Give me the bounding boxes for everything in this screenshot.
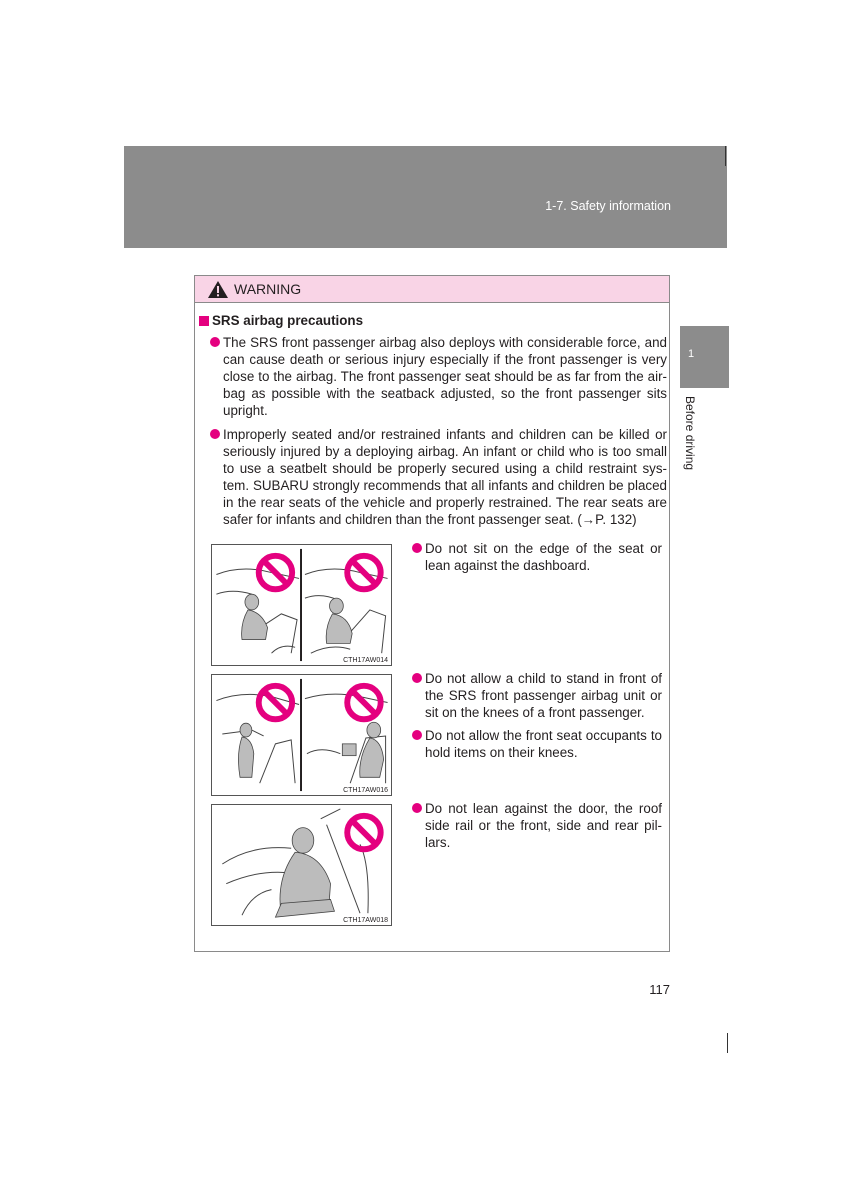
paragraph: [223, 426, 667, 528]
bullet-dot-icon: [412, 730, 422, 740]
crop-mark: [725, 146, 726, 166]
bullet-dot-icon: [210, 429, 220, 439]
prohibited-icon: [259, 686, 292, 719]
header-bar: [124, 146, 727, 248]
prohibited-icon: [347, 816, 380, 849]
page-number: 117: [649, 982, 670, 997]
seat-edge-illustration: [212, 545, 391, 665]
chapter-number: 1: [688, 348, 695, 360]
warning-box: [194, 275, 670, 952]
lean-door-illustration: [212, 805, 391, 925]
child-standing-illustration: [212, 675, 391, 795]
subheading: [199, 313, 363, 328]
chapter-label: Before driving: [683, 396, 697, 471]
warning-header: [195, 276, 669, 303]
bullet-dot-icon: [412, 673, 422, 683]
illustration-child-standing: [211, 674, 392, 796]
illustration-code: CTH17AW018: [343, 917, 388, 924]
illustration-note: [425, 670, 662, 721]
square-bullet-icon: [199, 316, 209, 326]
illustration-seat-edge: [211, 544, 392, 666]
illustration-note-text: Do not sit on the edge of the seat or lean against the dashboard.: [425, 541, 662, 573]
prohibited-icon: [259, 556, 292, 589]
warning-triangle-icon: [207, 280, 229, 299]
paragraph-text: The SRS front passenger airbag also deploys with considerable force, and can cause death or serious injury especially if the front passenger is very close to the airbag. The front passenger seat should be as far from the air-bag as possible with the seatback adjusted, so the front passenger sits upright.: [223, 335, 667, 418]
illustration-note-text: Do not lean against the door, the roof side rail or the front, side and rear pil-lars.: [425, 801, 662, 850]
illustration-note: [425, 800, 662, 851]
chapter-tab: [680, 326, 729, 388]
prohibited-icon: [347, 556, 380, 589]
illustration-note: [425, 540, 662, 574]
paragraph-text: Improperly seated and/or restrained infants and children can be killed or seriously injured by a deploying airbag. An infant or child who is too small to use a seatbelt should be properly secured using a child restraint sys-tem. SUBARU strongly recommends that all infants and children be placed in the rear seats of the vehicle and properly restrained. The rear seats are safer for infants and children than the front passenger seat. (→P. 132): [223, 427, 667, 527]
illustration-note: [425, 727, 662, 761]
bullet-dot-icon: [412, 803, 422, 813]
prohibited-icon: [347, 686, 380, 719]
section-title: 1-7. Safety information: [545, 199, 671, 213]
illustration-code: CTH17AW016: [343, 787, 388, 794]
bullet-dot-icon: [210, 337, 220, 347]
warning-title: WARNING: [234, 281, 302, 297]
subheading-text: SRS airbag precautions: [212, 313, 364, 328]
paragraph: [223, 334, 667, 419]
crop-mark: [727, 1033, 728, 1053]
illustration-lean-door: [211, 804, 392, 926]
illustration-note-text: Do not allow the front seat occupants to hold items on their knees.: [425, 728, 662, 760]
illustration-note-text: Do not allow a child to stand in front of the SRS front passenger airbag unit or sit on the knees of a front passenger.: [425, 671, 662, 720]
illustration-code: CTH17AW014: [343, 657, 388, 664]
bullet-dot-icon: [412, 543, 422, 553]
